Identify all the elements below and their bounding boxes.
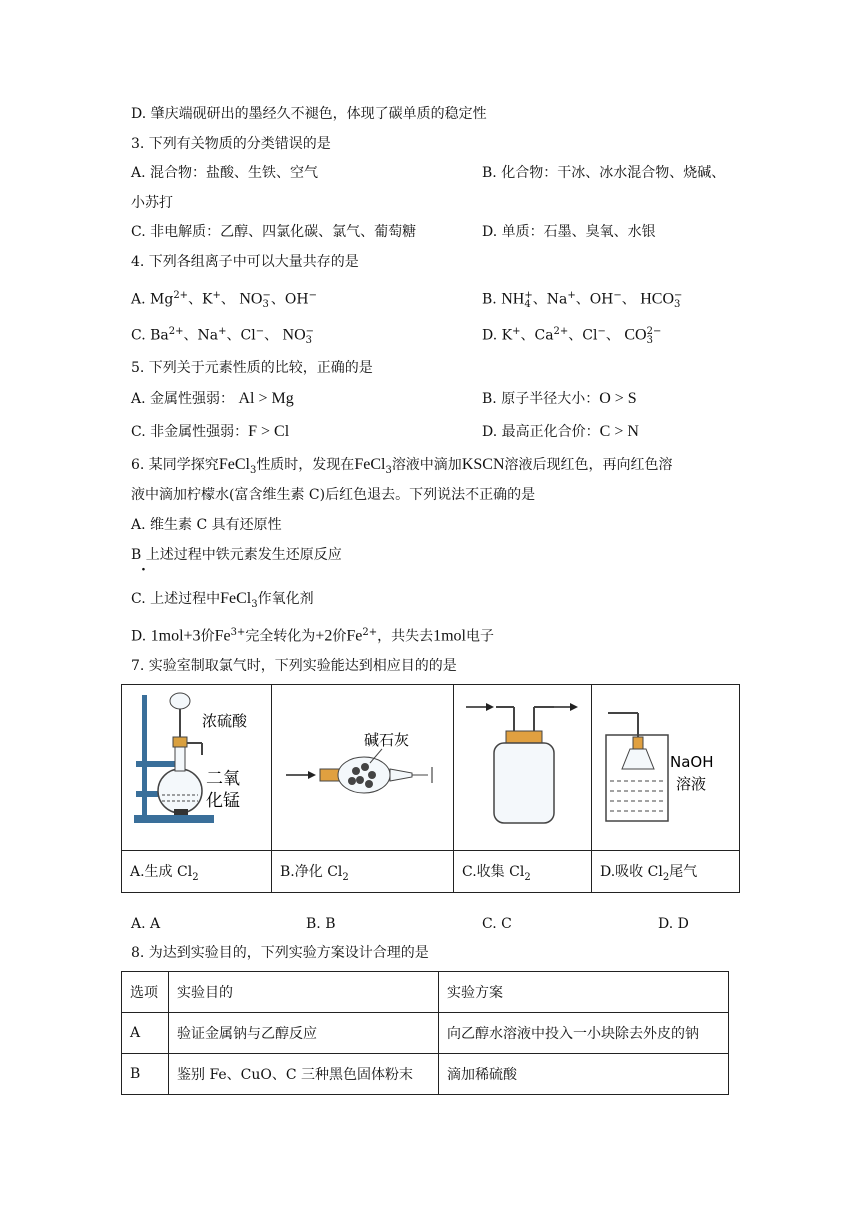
q7-label-b: B.净化 $Cl_2$ [272,851,454,893]
q5-option-d: D. 最高正化合价：C > N [482,423,639,440]
q3-option-a: A. 混合物：盐酸、生铁、空气 [131,165,319,181]
label-solution: 溶液 [676,775,707,793]
q8-row-a-option: A [122,1013,169,1054]
q6-option-c: C. 上述过程中FeCl$_3$作氧化剂 [131,590,314,610]
label-naoh: NaOH [670,753,714,771]
q4-option-c: C. $Ba^{2+}$、Na+、Cl−、 NO − 3 [131,325,315,346]
q7-label-a: A.生成 $Cl_2$ [122,851,272,893]
q7-option-a: A. A [131,916,161,932]
q7-stem: 7. 实验室制取氯气时，下列实验能达到相应目的的是 [131,658,457,674]
q2-option-d: D. 肇庆端砚研出的墨经久不褪色，体现了碳单质的稳定性 [131,106,487,122]
q5-option-a: A. 金属性强弱： Al > Mg [131,390,294,407]
q7-cell-a-image [122,685,272,851]
chlorine-generator-diagram [122,685,271,846]
label-soda-lime: 碱石灰 [364,731,410,749]
q4-option-b: B. NH + 4 、Na+、OH−、 HCO − 3 [482,289,683,310]
q3-option-d: D. 单质：石墨、臭氧、水银 [482,224,656,240]
q7-cell-d-image [592,685,740,851]
q7-cell-b-image [272,685,454,851]
q4-option-a: A. $Mg^{2+}$、K+、 NO − 3 、OH− [131,289,317,310]
q6-stem-line2: 液中滴加柠檬水(富含维生素 C)后红色退去。下列说法不正确的是 [131,487,536,503]
q3-option-b: B. 化合物：干冰、冰水混合物、烧碱、 [482,165,726,181]
q7-option-d: D. D [658,916,689,932]
label-manganese-2: 化锰 [206,791,240,811]
q3-stem: 3. 下列有关物质的分类错误的是 [131,136,331,152]
drying-tube-diagram [272,685,453,846]
q7-label-d: D.吸收 $Cl_2$尾气 [592,851,740,893]
q3-option-c: C. 非电解质：乙醇、四氯化碳、氯气、葡萄糖 [131,224,417,240]
q8-table [121,971,729,1095]
gas-bottle-diagram [454,685,591,846]
q6-option-b-dot: · [141,562,146,578]
q8-row-a-plan: 向乙醇水溶液中投入一小块除去外皮的钠 [439,1013,729,1054]
q7-cell-c-image [454,685,592,851]
q6-option-b: B 上述过程中铁元素发生还原反应 [131,547,342,563]
q7-label-c: C.收集 $Cl_2$ [454,851,592,893]
q6-option-a: A. 维生素 C 具有还原性 [131,517,282,533]
q4-stem: 4. 下列各组离子中可以大量共存的是 [131,254,359,270]
table-row [122,1054,729,1095]
naoh-absorption-diagram [592,685,739,846]
q5-stem: 5. 下列关于元素性质的比较，正确的是 [131,360,373,376]
q8-header-goal: 实验目的 [169,972,439,1013]
q8-header-option: 选项 [122,972,169,1013]
q8-header-plan: 实验方案 [439,972,729,1013]
q8-row-b-plan: 滴加稀硫酸 [439,1054,729,1095]
q5-option-b: B. 原子半径大小：O > S [482,390,637,407]
q5-option-c: C. 非金属性强弱：F > Cl [131,423,290,440]
q3-option-b-cont: 小苏打 [131,195,173,211]
q6-option-d: D. 1mol+3价$Fe^{3+}$完全转化为+2价$Fe^{2+}$，共失去1mol电子 [131,627,494,645]
label-conc-sulfuric: 浓硫酸 [202,712,248,730]
q8-stem: 8. 为达到实验目的，下列实验方案设计合理的是 [131,945,429,961]
q8-row-a-goal: 验证金属钠与乙醇反应 [169,1013,439,1054]
q8-row-b-goal: 鉴别 Fe、CuO、C 三种黑色固体粉末 [169,1054,439,1095]
q8-row-b-option: B [122,1054,169,1095]
q4-option-d: D. K+、$Ca^{2+}$、Cl−、 CO 2− 3 [482,325,662,346]
q6-stem-line1: 6. 某同学探究FeCl$_3$性质时，发现在FeCl$_3$溶液中滴加KSCN溶液后现红色，再向红色溶 [131,456,673,476]
label-manganese-1: 二氧 [206,769,240,789]
q7-option-b: B. B [306,916,336,932]
table-row [122,1013,729,1054]
q7-apparatus-table [121,684,740,893]
q7-option-c: C. C [482,916,512,932]
